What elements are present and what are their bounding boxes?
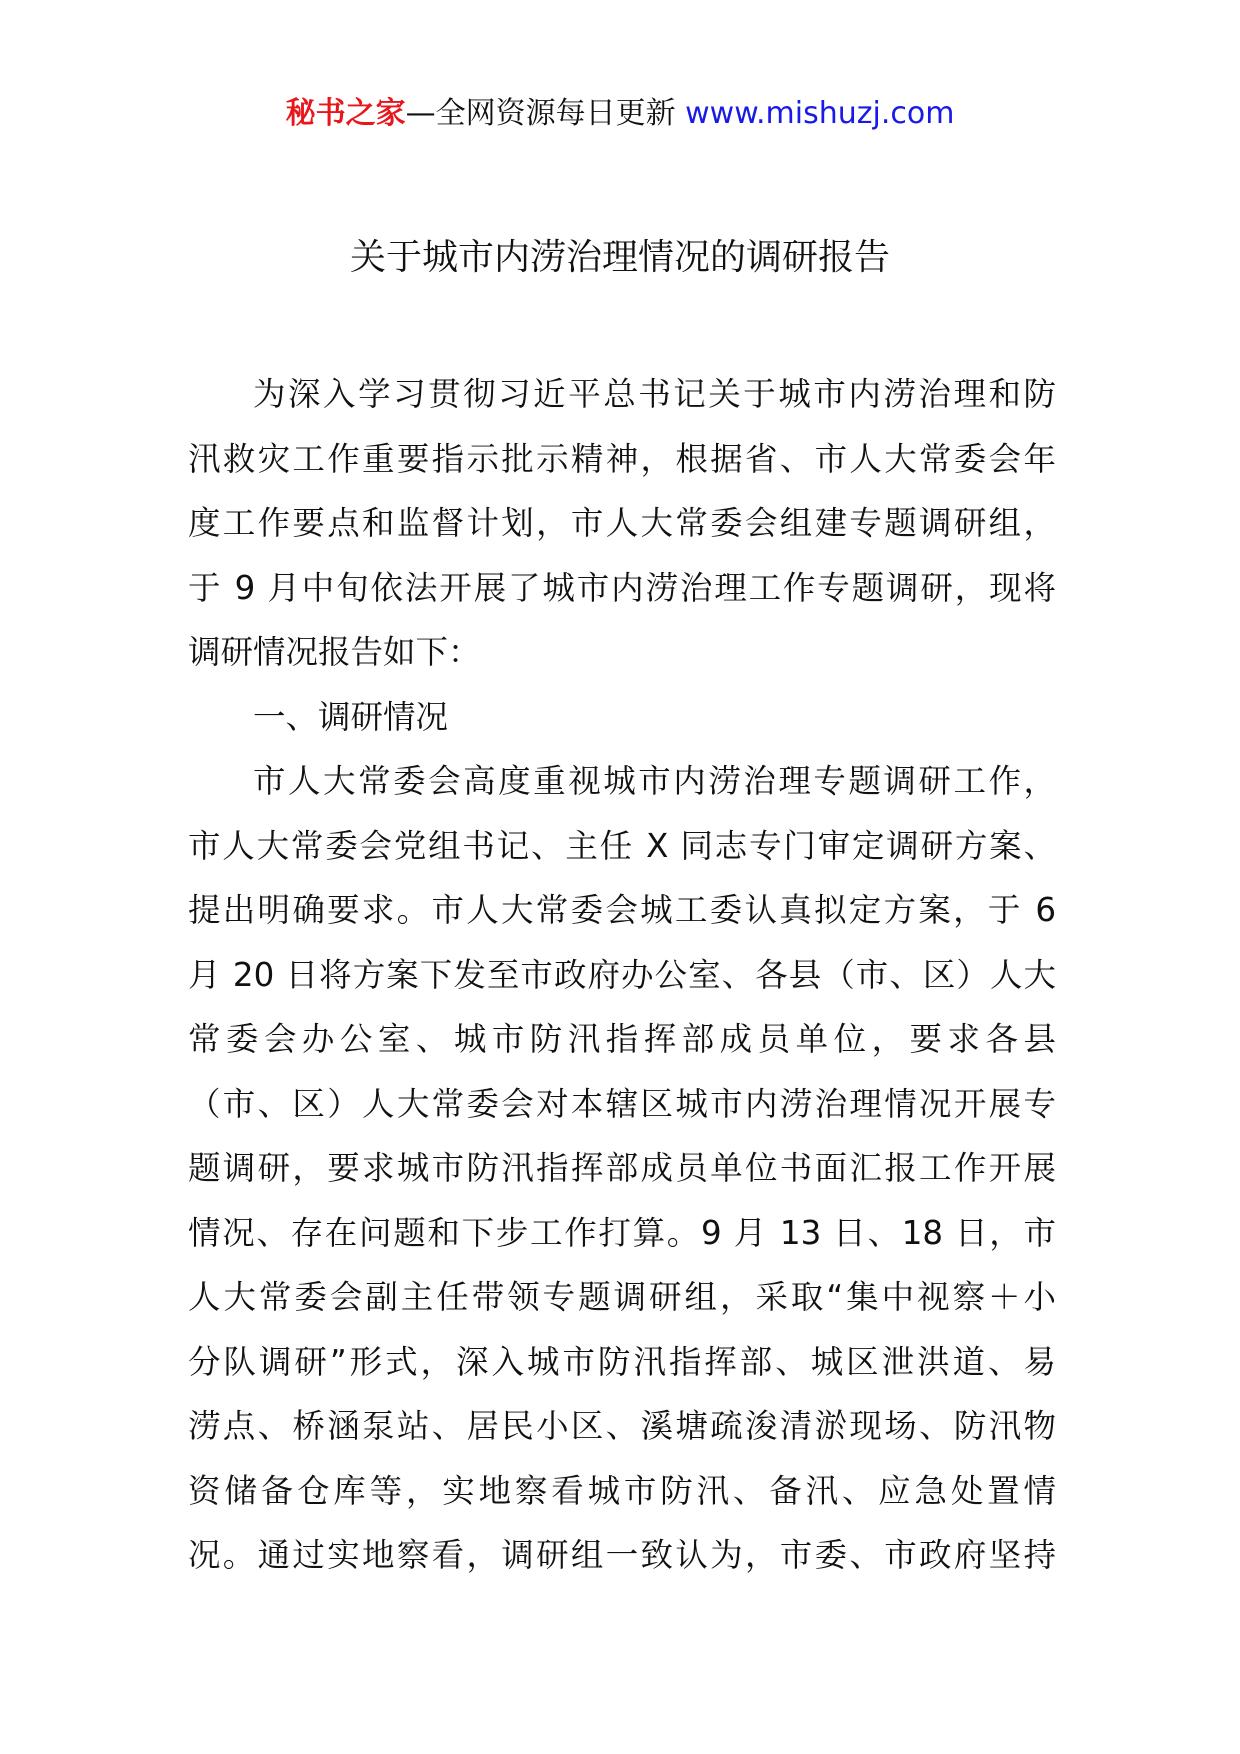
paragraph-line: 调研情况报告如下： bbox=[188, 633, 481, 671]
brand-name: 秘书之家 bbox=[285, 96, 406, 131]
header-tagline: —全网资源每日更新 bbox=[405, 96, 676, 131]
paragraph-line: 市人大常委会高度重视城市内涝治理专题调研工作， bbox=[253, 762, 1056, 800]
paragraph-line: 于 9 月中旬依法开展了城市内涝治理工作专题调研，现将 bbox=[188, 568, 1056, 607]
section-heading: 一、调研情况 bbox=[253, 697, 449, 736]
paragraph-line: 题调研，要求城市防汛指挥部成员单位书面汇报工作开展 bbox=[188, 1149, 1056, 1187]
paragraph-line: 况。通过实地察看，调研组一致认为，市委、市政府坚持 bbox=[188, 1536, 1056, 1574]
paragraph-line: （市、区）人大常委会对本辖区城市内涝治理情况开展专 bbox=[188, 1084, 1056, 1123]
paragraph-line: 度工作要点和监督计划，市人大常委会组建专题调研组， bbox=[188, 504, 1056, 542]
paragraph-line: 汛救灾工作重要指示批示精神，根据省、市人大常委会年 bbox=[188, 439, 1056, 478]
paragraph-line: 月 20 日将方案下发至市政府办公室、各县（市、区）人大 bbox=[188, 955, 1056, 994]
paragraph-line: 提出明确要求。市人大常委会城工委认真拟定方案，于 6 bbox=[188, 891, 1056, 929]
paragraph-line: 市人大常委会党组书记、主任 X 同志专门审定调研方案、 bbox=[188, 826, 1056, 865]
paragraph-line: 人大常委会副主任带领专题调研组，采取“集中视察＋小 bbox=[188, 1278, 1056, 1316]
site-header-banner bbox=[0, 94, 1240, 134]
document-body bbox=[188, 362, 1056, 1588]
paragraph-line: 涝点、桥涵泵站、居民小区、溪塘疏浚清淤现场、防汛物 bbox=[188, 1407, 1056, 1445]
site-url-link[interactable]: www.mishuzj.com bbox=[685, 96, 955, 131]
paragraph-line: 资储备仓库等，实地察看城市防汛、备汛、应急处置情 bbox=[188, 1471, 1056, 1510]
paragraph-line: 为深入学习贯彻习近平总书记关于城市内涝治理和防 bbox=[253, 375, 1056, 413]
paragraph-line: 情况、存在问题和下步工作打算。9 月 13 日、18 日，市 bbox=[188, 1213, 1056, 1252]
paragraph-line: 常委会办公室、城市防汛指挥部成员单位，要求各县 bbox=[188, 1020, 1056, 1058]
paragraph-line: 分队调研”形式，深入城市防汛指挥部、城区泄洪道、易 bbox=[188, 1342, 1056, 1381]
document-title: 关于城市内涝治理情况的调研报告 bbox=[349, 237, 890, 278]
